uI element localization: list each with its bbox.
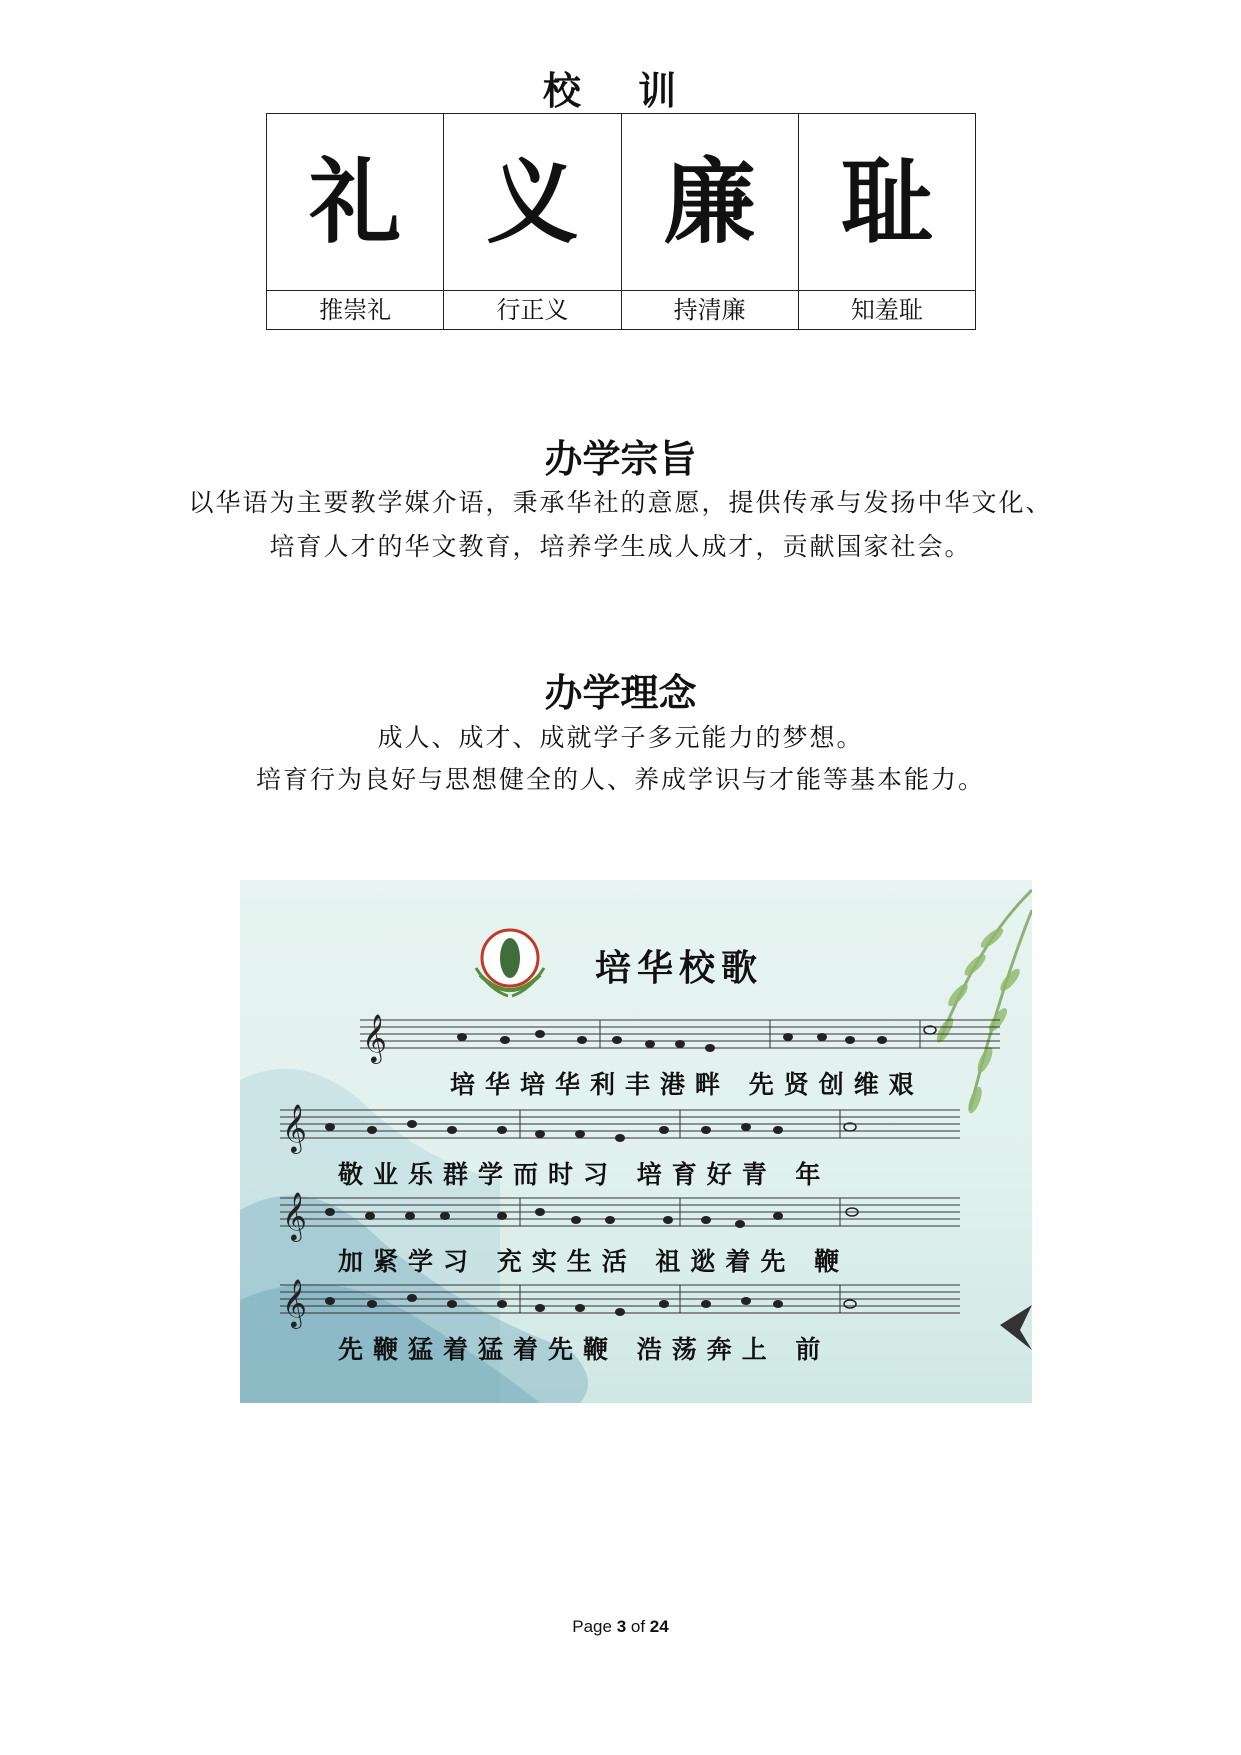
purpose-title: 办学宗旨 (544, 436, 697, 481)
footer-prefix: Page (572, 1617, 617, 1636)
svg-text:𝄞: 𝄞 (282, 1103, 307, 1152)
philosophy-line-1: 成人、成才、成就学子多元能力的梦想。 (377, 723, 864, 752)
motto-character-li: 礼 (267, 114, 444, 291)
song-lyric-line-4: 先鞭猛着猛着先鞭 浩荡奔上 前 (338, 1335, 831, 1364)
svg-text:𝄞: 𝄞 (282, 1191, 307, 1240)
song-lyric-line-3: 加紧学习 充实生活 祖逖着先 鞭 (338, 1247, 850, 1276)
motto-character-chi: 耻 (798, 114, 975, 291)
footer-of: of (626, 1617, 650, 1636)
current-page-number: 3 (616, 1617, 627, 1636)
page-footer (0, 1617, 1241, 1637)
philosophy-title: 办学理念 (544, 670, 697, 715)
svg-text:𝄞: 𝄞 (282, 1278, 307, 1327)
motto-heading: 校 训 (542, 68, 699, 113)
song-lyric-line-2: 敬业乐群学而时习 培育好青 年 (338, 1160, 831, 1189)
motto-character-lian: 廉 (621, 114, 798, 291)
motto-caption-lian: 持清廉 (621, 291, 798, 330)
purpose-line-2: 培育人才的华文教育，培养学生成人成才，贡献国家社会。 (269, 532, 972, 561)
total-page-number: 24 (649, 1617, 669, 1636)
motto-caption-li: 推崇礼 (267, 291, 444, 330)
motto-character-yi: 义 (444, 114, 621, 291)
school-emblem-icon (476, 930, 544, 996)
song-title: 培华校歌 (595, 947, 764, 989)
song-lyric-line-1: 培华培华利丰港畔 先贤创维艰 (450, 1070, 924, 1099)
purpose-line-1: 以华语为主要教学媒介语，秉承华社的意愿，提供传承与发扬中华文化、 (188, 488, 1053, 517)
school-song-image (240, 880, 1032, 1403)
motto-caption-yi: 行正义 (444, 291, 621, 330)
svg-text:𝄞: 𝄞 (362, 1013, 387, 1062)
motto-table (266, 113, 976, 330)
motto-caption-chi: 知羞耻 (798, 291, 975, 330)
philosophy-line-2: 培育行为良好与思想健全的人、养成学识与才能等基本能力。 (255, 765, 985, 794)
